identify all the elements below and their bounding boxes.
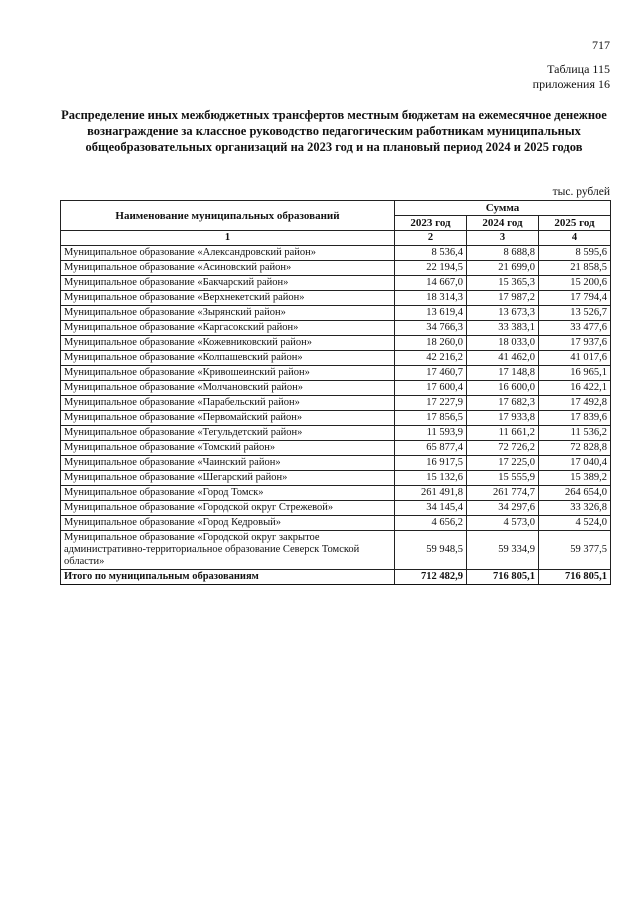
- value-2024: 18 033,0: [467, 336, 539, 351]
- municipality-name: Муниципальное образование «Александровский район»: [61, 246, 395, 261]
- value-2024: 8 688,8: [467, 246, 539, 261]
- table-row: [61, 276, 611, 291]
- value-2024: 41 462,0: [467, 351, 539, 366]
- municipality-name: Муниципальное образование «Асиновский район»: [61, 261, 395, 276]
- units-label: тыс. рублей: [552, 186, 610, 198]
- header-index-row: [61, 231, 611, 246]
- value-2025: 59 377,5: [539, 531, 611, 570]
- table-row: [61, 501, 611, 516]
- table-row: [61, 246, 611, 261]
- value-2023: 14 667,0: [395, 276, 467, 291]
- total-2025: 716 805,1: [539, 570, 611, 585]
- value-2025: 264 654,0: [539, 486, 611, 501]
- appendix-label: приложения 16: [532, 77, 610, 91]
- municipality-name: Муниципальное образование «Шегарский район»: [61, 471, 395, 486]
- header-row-top: [61, 201, 611, 216]
- value-2025: 8 595,6: [539, 246, 611, 261]
- table-row: [61, 306, 611, 321]
- table-row: [61, 531, 611, 570]
- value-2025: 17 839,6: [539, 411, 611, 426]
- municipality-name: Муниципальное образование «Чаинский район»: [61, 456, 395, 471]
- value-2025: 41 017,6: [539, 351, 611, 366]
- table-row: [61, 381, 611, 396]
- table-row: [61, 396, 611, 411]
- value-2024: 15 555,9: [467, 471, 539, 486]
- table-row: [61, 366, 611, 381]
- value-2024: 15 365,3: [467, 276, 539, 291]
- table-body: [61, 246, 611, 585]
- value-2023: 17 227,9: [395, 396, 467, 411]
- value-2025: 17 794,4: [539, 291, 611, 306]
- value-2025: 17 492,8: [539, 396, 611, 411]
- value-2024: 16 600,0: [467, 381, 539, 396]
- value-2023: 18 260,0: [395, 336, 467, 351]
- header-year-2025: 2025 год: [539, 216, 611, 231]
- value-2023: 15 132,6: [395, 471, 467, 486]
- table-row: [61, 426, 611, 441]
- municipality-name: Муниципальное образование «Каргасокский район»: [61, 321, 395, 336]
- value-2025: 16 422,1: [539, 381, 611, 396]
- municipality-name: Муниципальное образование «Кривошеинский район»: [61, 366, 395, 381]
- value-2024: 4 573,0: [467, 516, 539, 531]
- value-2025: 72 828,8: [539, 441, 611, 456]
- value-2025: 4 524,0: [539, 516, 611, 531]
- value-2023: 17 856,5: [395, 411, 467, 426]
- table-row: [61, 516, 611, 531]
- value-2023: 11 593,9: [395, 426, 467, 441]
- value-2023: 8 536,4: [395, 246, 467, 261]
- header-sum-column: Сумма: [395, 201, 611, 216]
- municipality-name: Муниципальное образование «Тегульдетский район»: [61, 426, 395, 441]
- municipality-name: Муниципальное образование «Колпашевский район»: [61, 351, 395, 366]
- value-2024: 11 661,2: [467, 426, 539, 441]
- municipality-name: Муниципальное образование «Город Кедровый»: [61, 516, 395, 531]
- municipality-name: Муниципальное образование «Томский район»: [61, 441, 395, 456]
- header-year-2024: 2024 год: [467, 216, 539, 231]
- value-2023: 261 491,8: [395, 486, 467, 501]
- municipality-name: Муниципальное образование «Молчановский район»: [61, 381, 395, 396]
- table-reference: [533, 62, 610, 92]
- value-2023: 17 460,7: [395, 366, 467, 381]
- value-2024: 33 383,1: [467, 321, 539, 336]
- value-2025: 11 536,2: [539, 426, 611, 441]
- table-row: [61, 441, 611, 456]
- transfers-table: [60, 200, 611, 585]
- table-row: [61, 336, 611, 351]
- value-2025: 17 937,6: [539, 336, 611, 351]
- value-2024: 13 673,3: [467, 306, 539, 321]
- value-2025: 13 526,7: [539, 306, 611, 321]
- total-row: [61, 570, 611, 585]
- total-2023: 712 482,9: [395, 570, 467, 585]
- page-number: 717: [592, 38, 610, 52]
- value-2024: 17 225,0: [467, 456, 539, 471]
- table-header: [61, 201, 611, 246]
- value-2023: 22 194,5: [395, 261, 467, 276]
- value-2025: 21 858,5: [539, 261, 611, 276]
- value-2023: 59 948,5: [395, 531, 467, 570]
- index-cell: 2: [395, 231, 467, 246]
- municipality-name: Муниципальное образование «Бакчарский район»: [61, 276, 395, 291]
- value-2024: 21 699,0: [467, 261, 539, 276]
- municipality-name: Муниципальное образование «Городской округ закрытое административно-территориальное образование Северск Томской области»: [61, 531, 395, 570]
- value-2025: 17 040,4: [539, 456, 611, 471]
- municipality-name: Муниципальное образование «Первомайский район»: [61, 411, 395, 426]
- table-row: [61, 321, 611, 336]
- value-2023: 18 314,3: [395, 291, 467, 306]
- value-2024: 59 334,9: [467, 531, 539, 570]
- document-title: Распределение иных межбюджетных трансфертов местным бюджетам на ежемесячное денежное вознаграждение за классное руководство педагогическим работникам муниципальных общеобразовательных организаций на 2023 год и на плановый период 2024 и 2025 годов: [61, 108, 607, 154]
- municipality-name: Муниципальное образование «Парабельский район»: [61, 396, 395, 411]
- table-row: [61, 411, 611, 426]
- value-2025: 16 965,1: [539, 366, 611, 381]
- value-2023: 16 917,5: [395, 456, 467, 471]
- header-name-column: Наименование муниципальных образований: [61, 201, 395, 231]
- value-2025: 15 200,6: [539, 276, 611, 291]
- table-row: [61, 351, 611, 366]
- index-cell: 4: [539, 231, 611, 246]
- index-cell: 3: [467, 231, 539, 246]
- value-2023: 34 766,3: [395, 321, 467, 336]
- value-2023: 65 877,4: [395, 441, 467, 456]
- header-year-2023: 2023 год: [395, 216, 467, 231]
- value-2024: 17 987,2: [467, 291, 539, 306]
- index-cell: 1: [61, 231, 395, 246]
- table-row: [61, 456, 611, 471]
- value-2023: 4 656,2: [395, 516, 467, 531]
- municipality-name: Муниципальное образование «Зырянский район»: [61, 306, 395, 321]
- municipality-name: Муниципальное образование «Верхнекетский район»: [61, 291, 395, 306]
- total-label: Итого по муниципальным образованиям: [61, 570, 395, 585]
- table-row: [61, 261, 611, 276]
- value-2024: 17 148,8: [467, 366, 539, 381]
- value-2024: 17 933,8: [467, 411, 539, 426]
- value-2024: 17 682,3: [467, 396, 539, 411]
- value-2024: 34 297,6: [467, 501, 539, 516]
- value-2025: 33 477,6: [539, 321, 611, 336]
- value-2025: 33 326,8: [539, 501, 611, 516]
- table-row: [61, 471, 611, 486]
- value-2023: 42 216,2: [395, 351, 467, 366]
- value-2025: 15 389,2: [539, 471, 611, 486]
- value-2023: 34 145,4: [395, 501, 467, 516]
- municipality-name: Муниципальное образование «Городской округ Стрежевой»: [61, 501, 395, 516]
- total-2024: 716 805,1: [467, 570, 539, 585]
- municipality-name: Муниципальное образование «Город Томск»: [61, 486, 395, 501]
- value-2023: 13 619,4: [395, 306, 467, 321]
- value-2024: 72 726,2: [467, 441, 539, 456]
- value-2023: 17 600,4: [395, 381, 467, 396]
- municipality-name: Муниципальное образование «Кожевниковский район»: [61, 336, 395, 351]
- table-row: [61, 291, 611, 306]
- table-row: [61, 486, 611, 501]
- table-label: Таблица 115: [547, 62, 610, 76]
- value-2024: 261 774,7: [467, 486, 539, 501]
